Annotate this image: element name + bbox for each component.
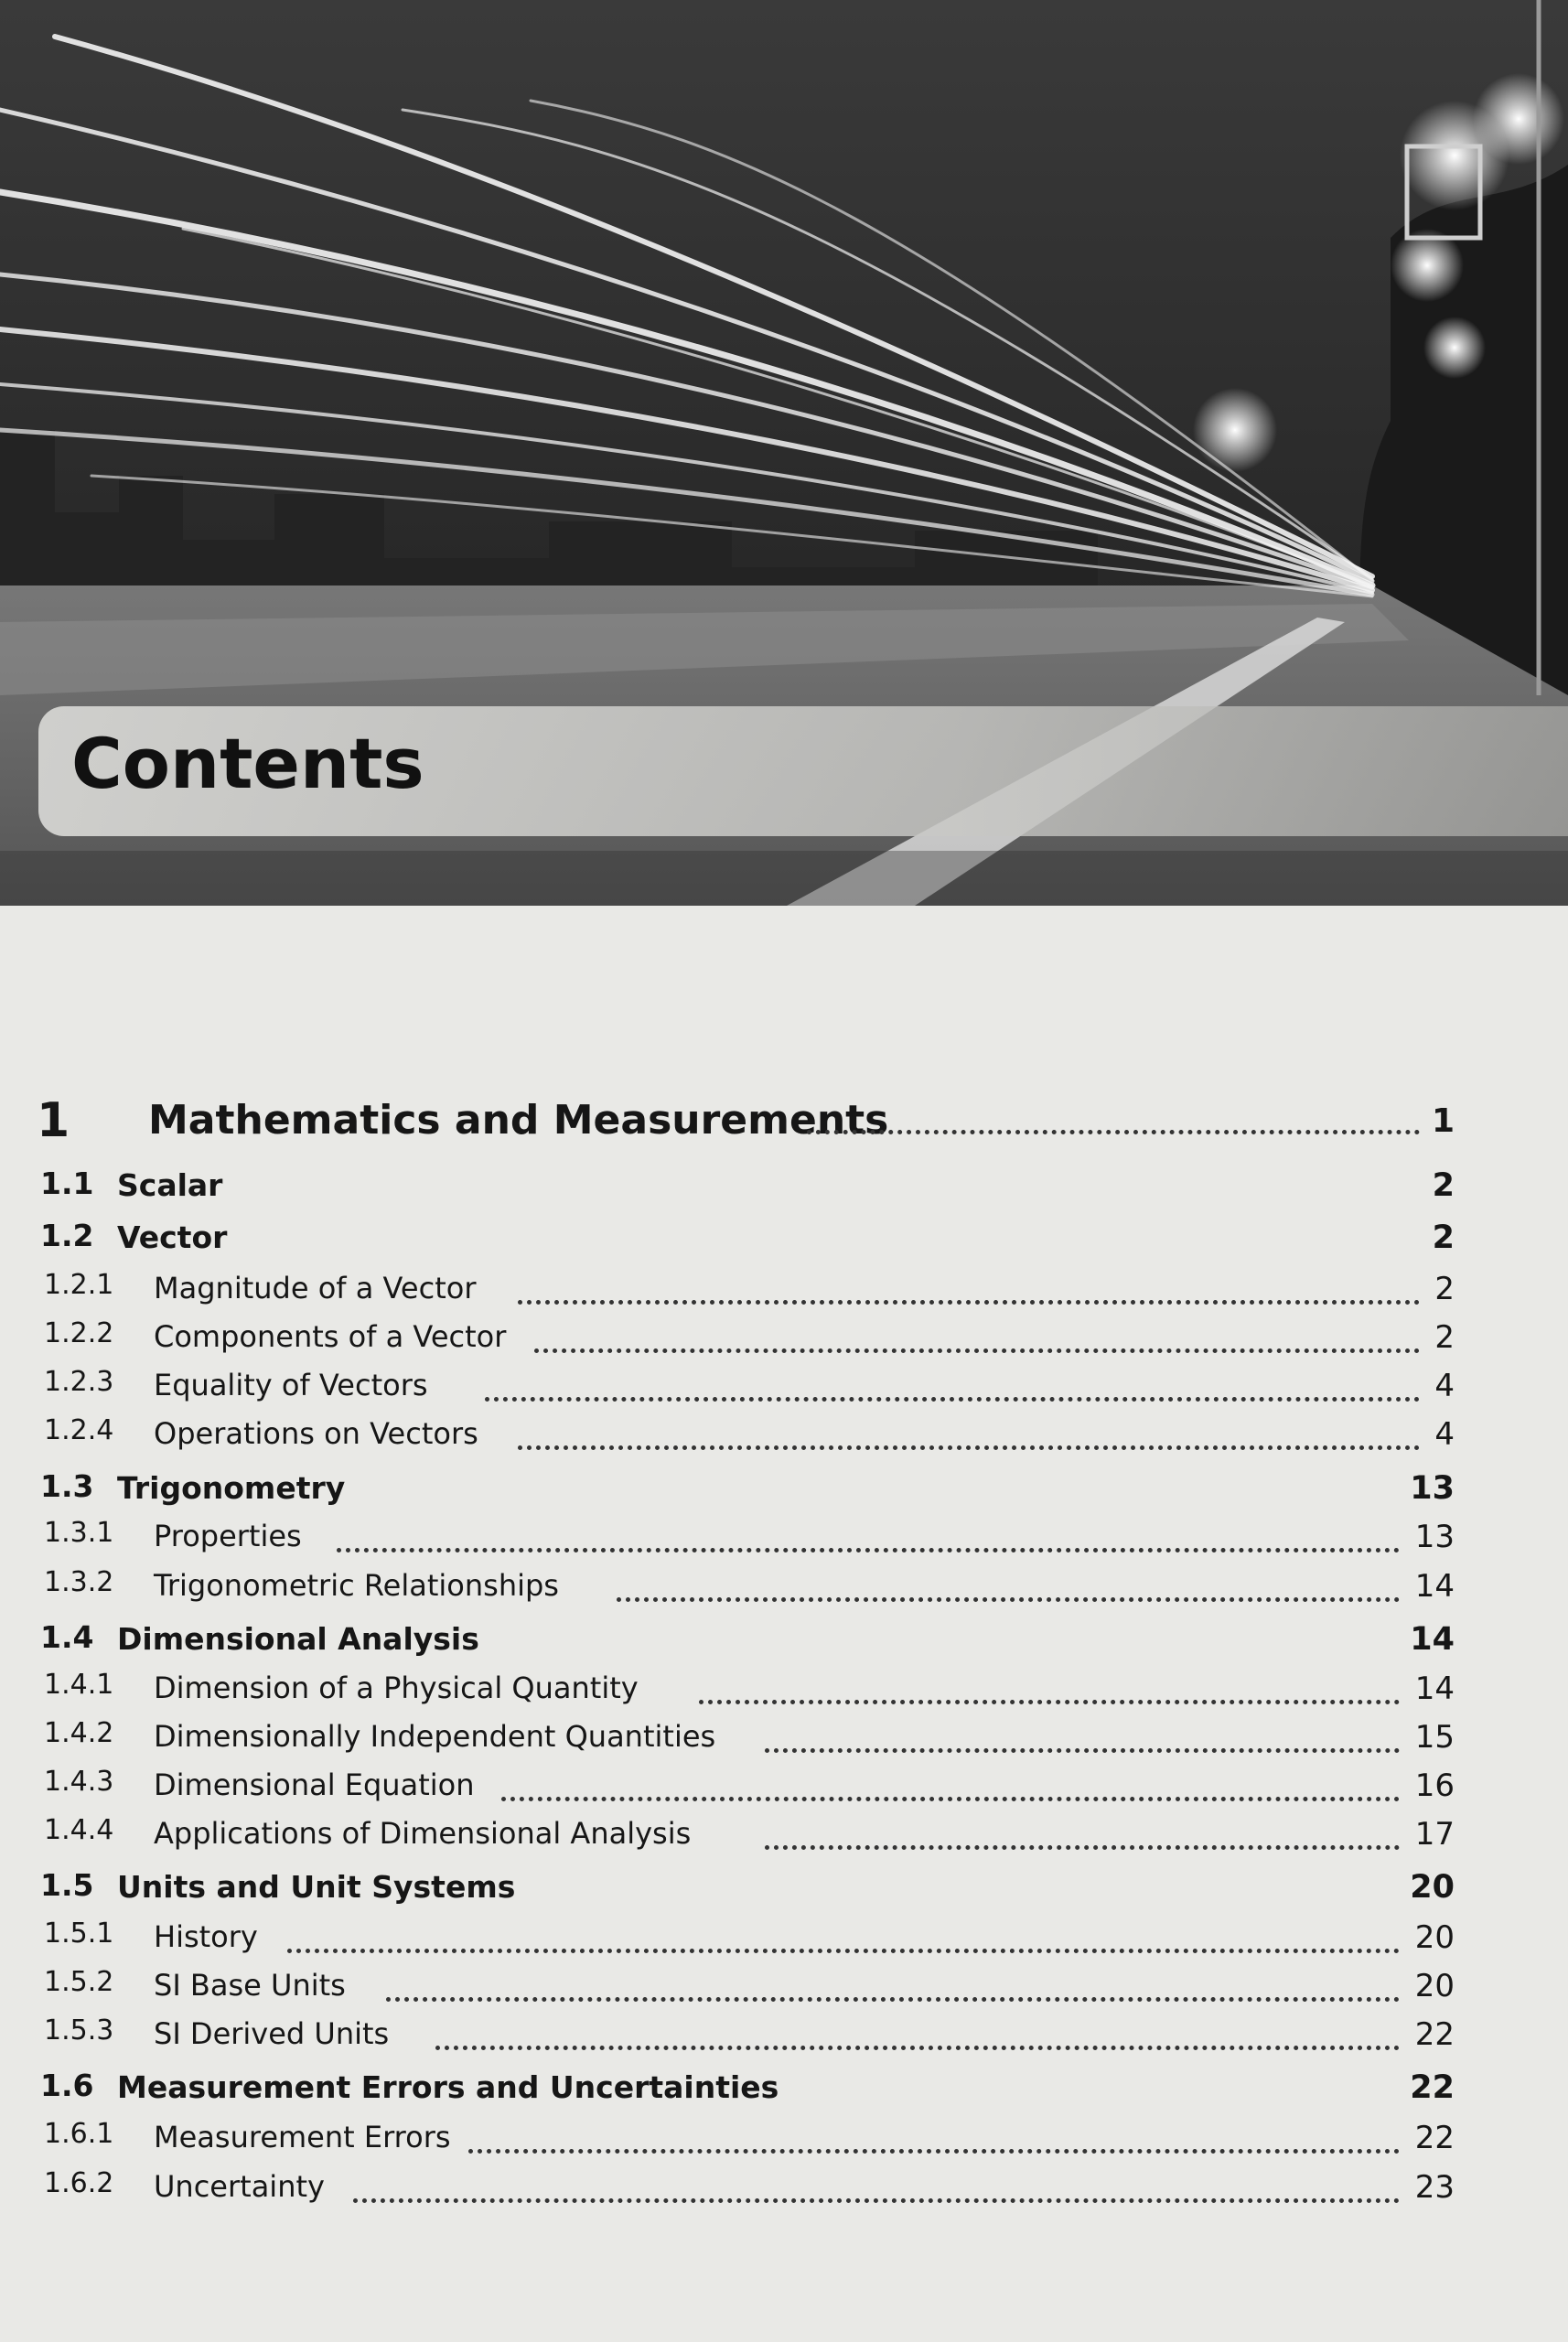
toc-page-number: 4: [1434, 1416, 1455, 1453]
dot-leader: [534, 1339, 1420, 1353]
toc-number: 1.2: [40, 1218, 94, 1253]
toc-subsection[interactable]: [0, 1669, 1568, 1714]
toc-page-number: 13: [1414, 1519, 1455, 1555]
toc-section[interactable]: [0, 1218, 1568, 1263]
toc-section[interactable]: [0, 2068, 1568, 2113]
toc-subsection[interactable]: [0, 1269, 1568, 1315]
toc-page-number: 20: [1414, 1919, 1455, 1956]
toc-page-number: 2: [1434, 1271, 1455, 1307]
toc-title: SI Base Units: [154, 1968, 346, 2003]
toc-number: 1.4: [40, 1619, 94, 1655]
toc-page-number: 17: [1414, 1816, 1455, 1853]
toc-number: 1.5.2: [44, 1966, 114, 1998]
toc-number: 1.5: [40, 1867, 94, 1903]
toc-title: Dimensional Analysis: [117, 1621, 479, 1657]
toc-title: Trigonometric Relationships: [154, 1568, 559, 1603]
dot-leader: [353, 2189, 1400, 2203]
toc-page-number: 2: [1432, 1167, 1455, 1204]
toc-number: 1.2.2: [44, 1317, 114, 1349]
toc-page-number: 14: [1414, 1568, 1455, 1605]
dot-leader: [765, 1836, 1400, 1850]
toc-number: 1.4.3: [44, 1766, 114, 1798]
toc-number: 1.5.3: [44, 2014, 114, 2047]
toc-title: Dimensionally Independent Quantities: [154, 1719, 716, 1754]
toc-section[interactable]: [0, 1619, 1568, 1665]
toc-title: Trigonometry: [117, 1470, 346, 1506]
toc-number: 1.6.2: [44, 2167, 114, 2199]
toc-title: Equality of Vectors: [154, 1368, 428, 1402]
toc-number: 1.2.4: [44, 1414, 114, 1446]
toc-subsection[interactable]: [0, 1918, 1568, 1963]
toc-subsection[interactable]: [0, 1414, 1568, 1460]
toc-subsection[interactable]: [0, 1766, 1568, 1811]
toc-title: Measurement Errors and Uncertainties: [117, 2069, 779, 2105]
toc-page-number: 16: [1414, 1767, 1455, 1804]
toc-number: 1.4.2: [44, 1717, 114, 1749]
toc-title: Operations on Vectors: [154, 1416, 478, 1451]
toc-section[interactable]: [0, 1468, 1568, 1514]
toc-number: 1.2.1: [44, 1269, 114, 1301]
toc-subsection[interactable]: [0, 1317, 1568, 1363]
toc-title: Uncertainty: [154, 2169, 325, 2204]
toc-number: 1.4.4: [44, 1814, 114, 1846]
toc-subsection[interactable]: [0, 1966, 1568, 2012]
dot-leader: [765, 1739, 1400, 1753]
toc-section[interactable]: [0, 1867, 1568, 1913]
dot-leader: [337, 1539, 1400, 1552]
toc-page-number: 20: [1410, 1869, 1455, 1906]
toc-section[interactable]: [0, 1166, 1568, 1211]
toc-number: 1: [37, 1093, 70, 1148]
toc-page-number: 22: [1414, 2016, 1455, 2053]
toc-title: Dimension of a Physical Quantity: [154, 1671, 639, 1705]
toc-page-number: 2: [1434, 1319, 1455, 1356]
toc-title: History: [154, 1919, 258, 1954]
dot-leader: [386, 1988, 1400, 2002]
toc-title: Applications of Dimensional Analysis: [154, 1816, 692, 1851]
dot-leader: [699, 1691, 1400, 1704]
toc-subsection[interactable]: [0, 2167, 1568, 2213]
toc-page-number: 23: [1414, 2169, 1455, 2206]
toc-subsection[interactable]: [0, 1717, 1568, 1763]
toc-subsection[interactable]: [0, 1517, 1568, 1563]
dot-leader: [485, 1388, 1420, 1402]
page-title: Contents: [71, 723, 424, 804]
dot-leader: [807, 1121, 1420, 1134]
toc-title: Dimensional Equation: [154, 1767, 475, 1802]
toc-page-number: 14: [1414, 1671, 1455, 1707]
toc-number: 1.3: [40, 1468, 94, 1504]
dot-leader: [617, 1588, 1400, 1602]
dot-leader: [518, 1436, 1420, 1450]
toc-title: Mathematics and Measurements: [148, 1097, 889, 1144]
toc-page-number: 2: [1432, 1219, 1455, 1256]
toc-page-number: 22: [1410, 2069, 1455, 2106]
toc-title: Vector: [117, 1219, 228, 1255]
toc-number: 1.6: [40, 2068, 94, 2103]
dot-leader: [501, 1788, 1400, 1801]
toc-title: Properties: [154, 1519, 302, 1553]
toc-subsection[interactable]: [0, 1366, 1568, 1412]
toc-title: Components of a Vector: [154, 1319, 507, 1354]
toc-number: 1.1: [40, 1166, 94, 1201]
toc-number: 1.2.3: [44, 1366, 114, 1398]
toc-subsection[interactable]: [0, 2118, 1568, 2164]
dot-leader: [287, 1939, 1400, 1953]
toc-title: Measurement Errors: [154, 2120, 451, 2154]
toc-number: 1.6.1: [44, 2118, 114, 2150]
dot-leader: [518, 1291, 1420, 1305]
dot-leader: [468, 2140, 1400, 2154]
toc-number: 1.3.2: [44, 1566, 114, 1598]
toc-number: 1.3.1: [44, 1517, 114, 1549]
toc-chapter[interactable]: [0, 1093, 1568, 1148]
dot-leader: [435, 2036, 1400, 2050]
toc-page-number: 20: [1414, 1968, 1455, 2004]
toc-subsection[interactable]: [0, 1566, 1568, 1612]
toc-title: Units and Unit Systems: [117, 1869, 516, 1905]
toc-page-number: 22: [1414, 2120, 1455, 2156]
toc-title: SI Derived Units: [154, 2016, 390, 2051]
toc-page-number: 15: [1414, 1719, 1455, 1756]
toc-title: Magnitude of a Vector: [154, 1271, 477, 1305]
toc-number: 1.5.1: [44, 1918, 114, 1950]
toc-page-number: 1: [1431, 1102, 1455, 1140]
toc-subsection[interactable]: [0, 2014, 1568, 2060]
toc-number: 1.4.1: [44, 1669, 114, 1701]
toc-page-number: 13: [1410, 1470, 1455, 1507]
toc-page-number: 14: [1410, 1621, 1455, 1658]
toc-page-number: 4: [1434, 1368, 1455, 1404]
toc-subsection[interactable]: [0, 1814, 1568, 1860]
toc-title: Scalar: [117, 1167, 223, 1203]
